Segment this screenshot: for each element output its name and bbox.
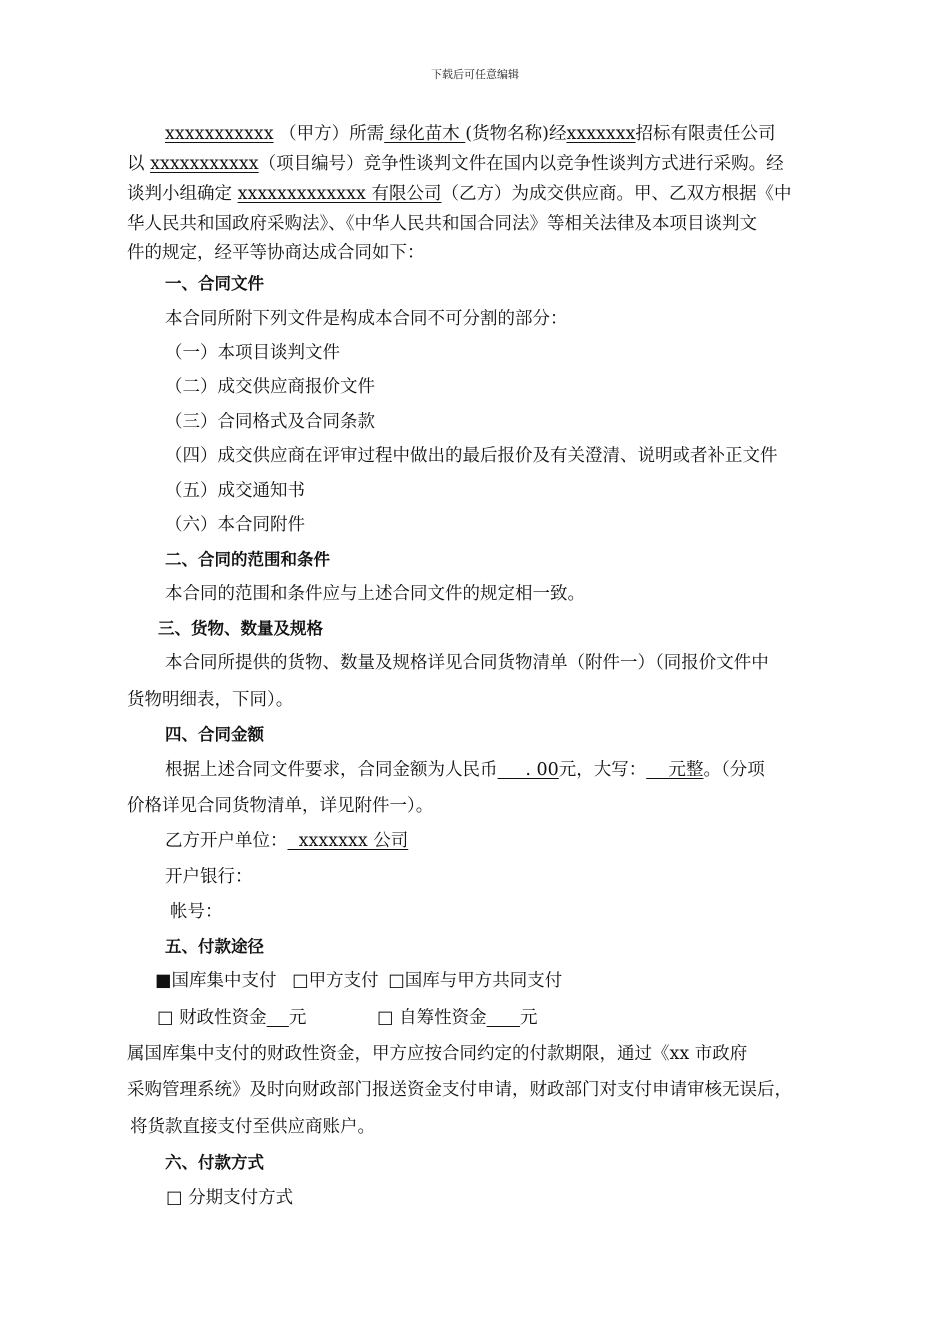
- section-5-line-2: 采购管理系统》及时向财政部门报送资金支付申请，财政部门对支付申请审核无误后，: [127, 1080, 792, 1100]
- option-treasury: ■国库集中支付: [155, 971, 277, 991]
- section-5-line-1: 属国库集中支付的财政性资金，甲方应按合同约定的付款期限，通过《xx 市政府: [127, 1044, 748, 1064]
- goods-name: 绿化苗木: [384, 124, 466, 144]
- section-4-title: 四、合同金额: [165, 725, 264, 744]
- list-item: （三）合同格式及合同条款: [165, 412, 375, 432]
- payee-line: 乙方开户单位： xxxxxxx 公司: [165, 831, 409, 851]
- list-item: （二）成交供应商报价文件: [165, 377, 375, 397]
- amount-words-field: 元整: [646, 760, 704, 780]
- agency-name: xxxxxxx: [566, 124, 636, 144]
- amount-figures-field: . 00: [497, 760, 559, 780]
- installment-option: □ 分期支付方式: [166, 1188, 294, 1208]
- list-item: （五）成交通知书: [165, 481, 305, 501]
- list-item: （一）本项目谈判文件: [165, 343, 340, 363]
- section-2-title: 二、合同的范围和条件: [165, 550, 330, 569]
- section-1-body: 本合同所附下列文件是构成本合同不可分割的部分：: [165, 309, 568, 329]
- section-6-title: 六、付款方式: [165, 1153, 264, 1172]
- section-3-line-1: 本合同所提供的货物、数量及规格详见合同货物清单（附件一）（同报价文件中: [165, 653, 769, 673]
- section-5-title: 五、付款途径: [165, 937, 264, 956]
- party-b-name: xxxxxxxxxxxxx 有限公司: [237, 184, 442, 204]
- fiscal-fund-label: □ 财政性资金: [157, 1008, 267, 1028]
- fund-line: □ 财政性资金 元: [157, 1008, 307, 1028]
- section-1-title: 一、合同文件: [165, 274, 264, 293]
- fiscal-fund-blank: [267, 1008, 289, 1028]
- self-fund-label: □ 自筹性资金: [377, 1008, 487, 1028]
- contract-amount-line: 根据上述合同文件要求，合同金额为人民币 . 00元，大写： 元整。（分项: [165, 760, 765, 780]
- payment-channel-options: [155, 969, 562, 993]
- section-2-body: 本合同的范围和条件应与上述合同文件的规定相一致。: [165, 584, 585, 604]
- intro-line-5: 件的规定，经平等协商达成合同如下：: [127, 243, 425, 263]
- self-fund-line: □ 自筹性资金 元: [377, 1008, 538, 1028]
- option-party-a: □甲方支付: [292, 971, 379, 991]
- bank-label: 开户银行：: [165, 867, 253, 887]
- intro-line-2: 以 xxxxxxxxxxx（项目编号）竞争性谈判文件在国内以竞争性谈判方式进行采购。经: [127, 154, 784, 174]
- list-item: （四）成交供应商在评审过程中做出的最后报价及有关澄清、说明或者补正文件: [165, 446, 778, 466]
- section-3-title: 三、货物、数量及规格: [158, 619, 323, 638]
- intro-line-4: 华人民共和国政府采购法》、《中华人民共和国合同法》等相关法律及本项目谈判文: [127, 214, 757, 234]
- party-a-name: xxxxxxxxxxx: [165, 124, 274, 144]
- intro-line-1: xxxxxxxxxxx （甲方）所需 绿化苗木 (货物名称)经xxxxxxx招标有限责任公司: [165, 124, 776, 144]
- section-4-line-2: 价格详见合同货物清单，详见附件一）。: [127, 796, 434, 816]
- section-5-line-3: 将货款直接支付至供应商账户。: [130, 1117, 375, 1137]
- self-fund-blank: [487, 1008, 520, 1028]
- option-joint: □国库与甲方共同支付: [388, 971, 563, 991]
- intro-line-3: 谈判小组确定 xxxxxxxxxxxxx 有限公司（乙方）为成交供应商。甲、乙双方根据《中: [127, 184, 792, 204]
- list-item: （六）本合同附件: [165, 515, 305, 535]
- account-label: 帐号：: [170, 902, 223, 922]
- section-3-line-2: 货物明细表，下同）。: [127, 690, 294, 710]
- page-header: 下载后可任意编辑: [431, 68, 519, 81]
- project-number: xxxxxxxxxxx: [150, 154, 259, 174]
- payee-company: xxxxxxx 公司: [287, 831, 409, 851]
